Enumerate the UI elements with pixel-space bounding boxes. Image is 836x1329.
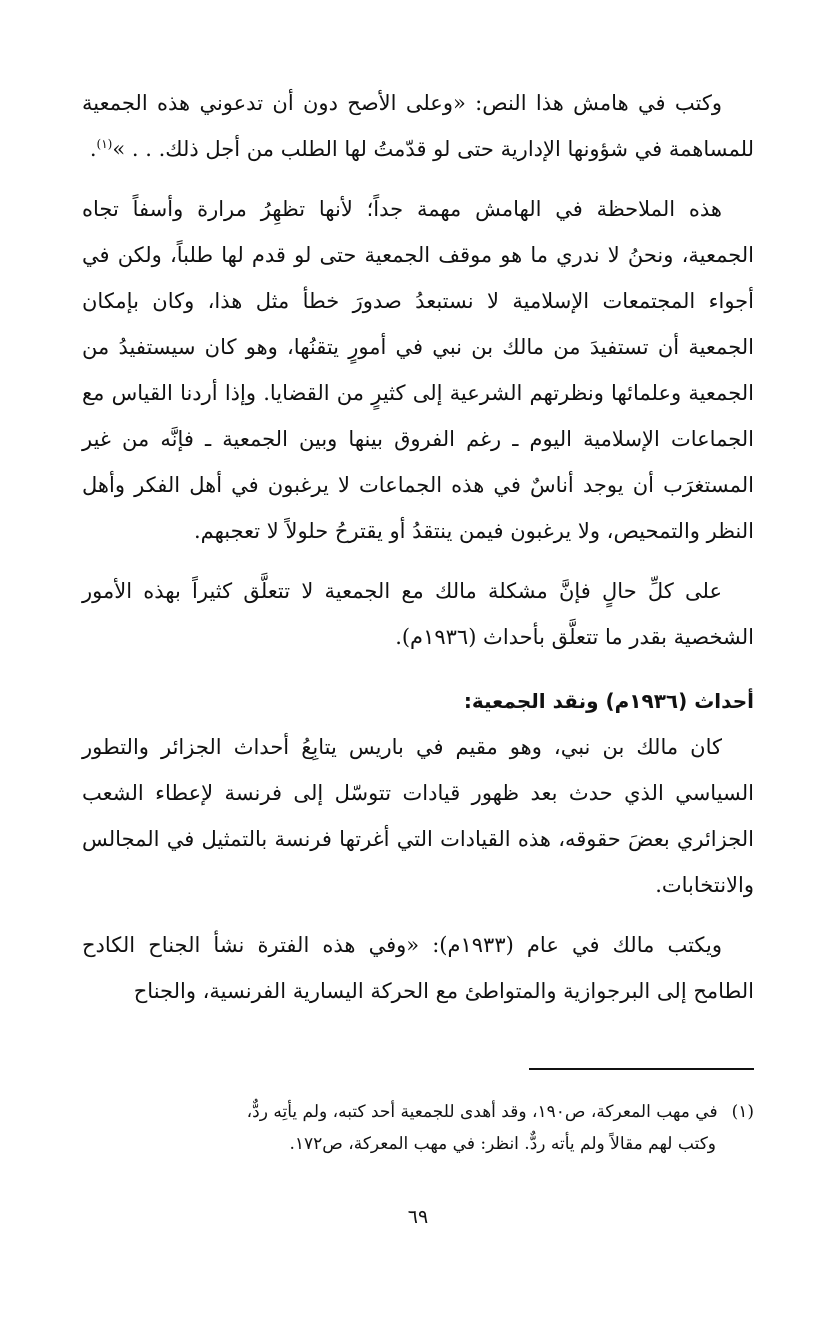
page-number: ٦٩ [407,1206,429,1228]
footnote [82,1096,754,1160]
paragraph-paris-events: كان مالك بن نبي، وهو مقيم في باريس يتابِعُ أحداث الجزائر والتطور السياسي الذي حدث بعد ظهور قيادات تتوسّل إلى فرنسة لإعطاء الشعب الجزائري بعضَ حقوقه، هذه القيادات التي أغرتها فرنسة بالتمثيل في المجالس والانتخابات. [82,735,754,897]
paragraph-1933-quote: ويكتب مالك في عام (١٩٣٣م): «وفي هذه الفترة نشأ الجناح الكادح الطامح إلى البرجوازية والمتواطئ مع الحركة اليسارية الفرنسية، والجناح [82,933,754,1003]
footnote-reference[interactable]: (١) [96,137,113,151]
footnote-number: (١) [731,1102,754,1122]
footnote-line-1 [82,1096,754,1128]
paragraph-margin-observation: هذه الملاحظة في الهامش مهمة جداً؛ لأنها تظهِرُ مرارة وأسفاً تجاه الجمعية، ونحنُ لا ندري ما هو موقف الجمعية حتى لو قدم لها طلباً، ولكن في أجواء المجتمعات الإسلامية لا نستبعدُ صدورَ خطأ مثل هذا، وكان بإمكان الجمعية أن تستفيدَ من مالك بن نبي في أمورٍ يتقنُها، وهو كان سيستفيدُ من الجمعية وعلمائها ونظرتهم الشرعية إلى كثيرٍ من القضايا. وإذا أردنا القياس مع الجماعات الإسلامية اليوم ـ رغم الفروق بينها وبين الجمعية ـ فإنَّه من غير المستغرَب أن يوجد أناسٌ في هذه الجماعات لا يرغبون في أهل الفكر وأهل النظر والتمحيص، ولا يرغبون فيمن ينتقدُ أو يقترحُ حلولاً لا تعجبهم. [82,197,754,543]
footnote-divider [529,1068,754,1070]
paragraph-text: وكتب في هامش هذا النص: «وعلى الأصح دون أن تدعوني هذه الجمعية للمساهمة في شؤونها الإدارية حتى لو قدّمتُ لها الطلب من أجل ذلك. . . » [82,91,754,161]
paragraph-personal-issues: على كلِّ حالٍ فإنَّ مشكلة مالك مع الجمعية لا تتعلَّق كثيراً بهذه الأمور الشخصية بقدر ما تتعلَّق بأحداث (١٩٣٦م). [82,579,754,649]
paragraph-quote-margin-note [82,80,754,172]
section-heading: أحداث (١٩٣٦م) ونقد الجمعية: [463,689,754,713]
footnote-line-2: وكتب لهم مقالاً ولم يأته ردٌّ. انظر: في مهب المعركة، ص١٧٢. [289,1134,716,1154]
paragraph-end-mark: . [89,137,97,161]
main-text [82,80,754,1014]
footnote-text-1: في مهب المعركة، ص١٩٠، وقد أهدى للجمعية أحد كتبه، ولم يأتِه ردٌّ، [246,1102,718,1122]
